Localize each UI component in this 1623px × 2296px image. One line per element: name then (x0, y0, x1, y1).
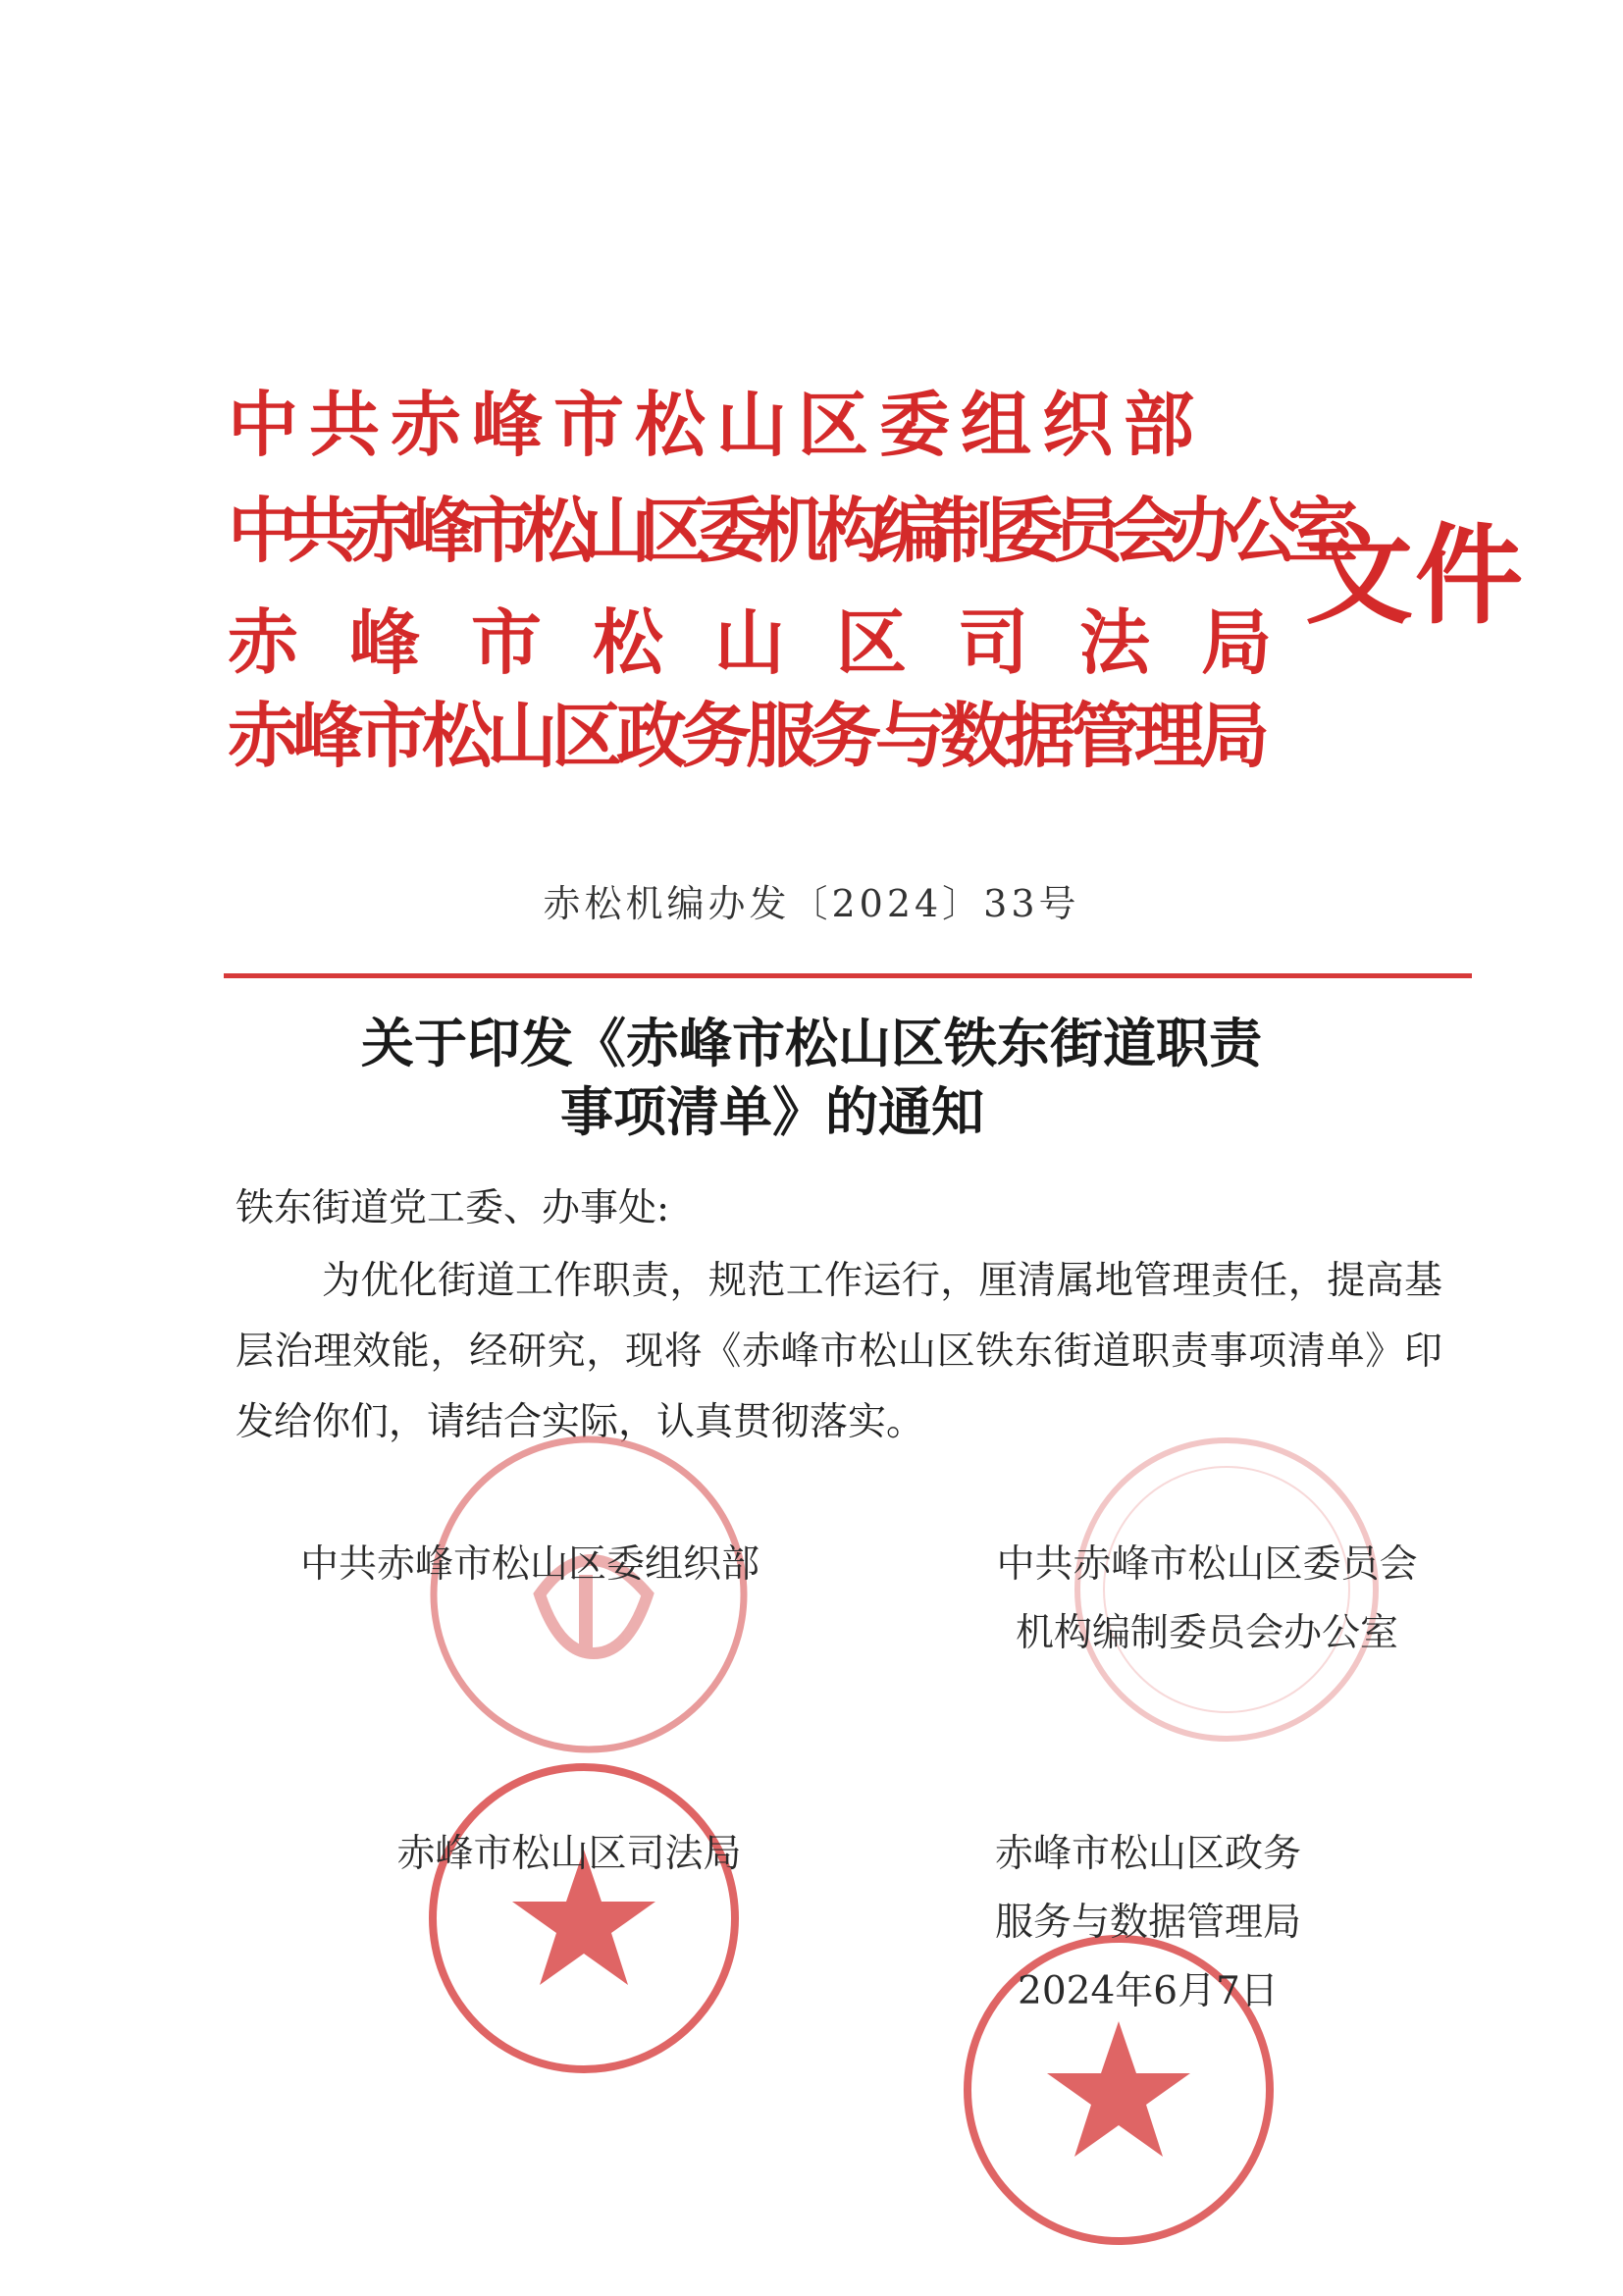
seal-justice-bureau-icon (422, 1756, 746, 2080)
signature-data-bureau (903, 1820, 1393, 2026)
document-number: 赤松机编办发〔2024〕33号 (543, 882, 1080, 925)
document-title-line-1: 关于印发《赤峰市松山区铁东街道职责 (361, 1012, 1262, 1074)
signature-organization-department: 中共赤峰市松山区委组织部 (299, 1542, 759, 1587)
red-divider (224, 973, 1472, 978)
header-org-1: 中共赤峰市松山区委组织部 (228, 383, 1206, 466)
signature-justice-bureau: 赤峰市松山区司法局 (396, 1832, 742, 1876)
signature-data-bureau-line-2: 服务与数据管理局 (994, 1901, 1301, 1945)
header-org-4: 赤峰市松山区政务服务与数据管理局 (228, 694, 1265, 777)
document-title-line-2: 事项清单》的通知 (560, 1080, 984, 1143)
header-suffix: 文件 (1305, 512, 1525, 639)
signature-staffing-office-line-1: 中共赤峰市松山区委员会 (996, 1542, 1418, 1587)
signature-date: 2024年6月7日 (1018, 1969, 1279, 2013)
signature-staffing-office (913, 1531, 1501, 1668)
header-org-2: 中共赤峰市松山区委机构编制委员会办公室 (228, 489, 1347, 572)
salutation: 铁东街道党工委、办事处: (236, 1186, 670, 1230)
signature-data-bureau-line-1: 赤峰市松山区政务 (994, 1832, 1301, 1876)
signature-staffing-office-line-2: 机构编制委员会办公室 (1015, 1611, 1398, 1655)
body-paragraph: 为优化街道工作职责，规范工作运行，厘清属地管理责任，提高基层治理效能，经研究，现将《赤峰市松山区铁东街道职责事项清单》印发给你们，请结合实际，认真贯彻落实。 (236, 1259, 1442, 1444)
header-org-3: 赤峰市松山区司法局 (228, 600, 1324, 684)
